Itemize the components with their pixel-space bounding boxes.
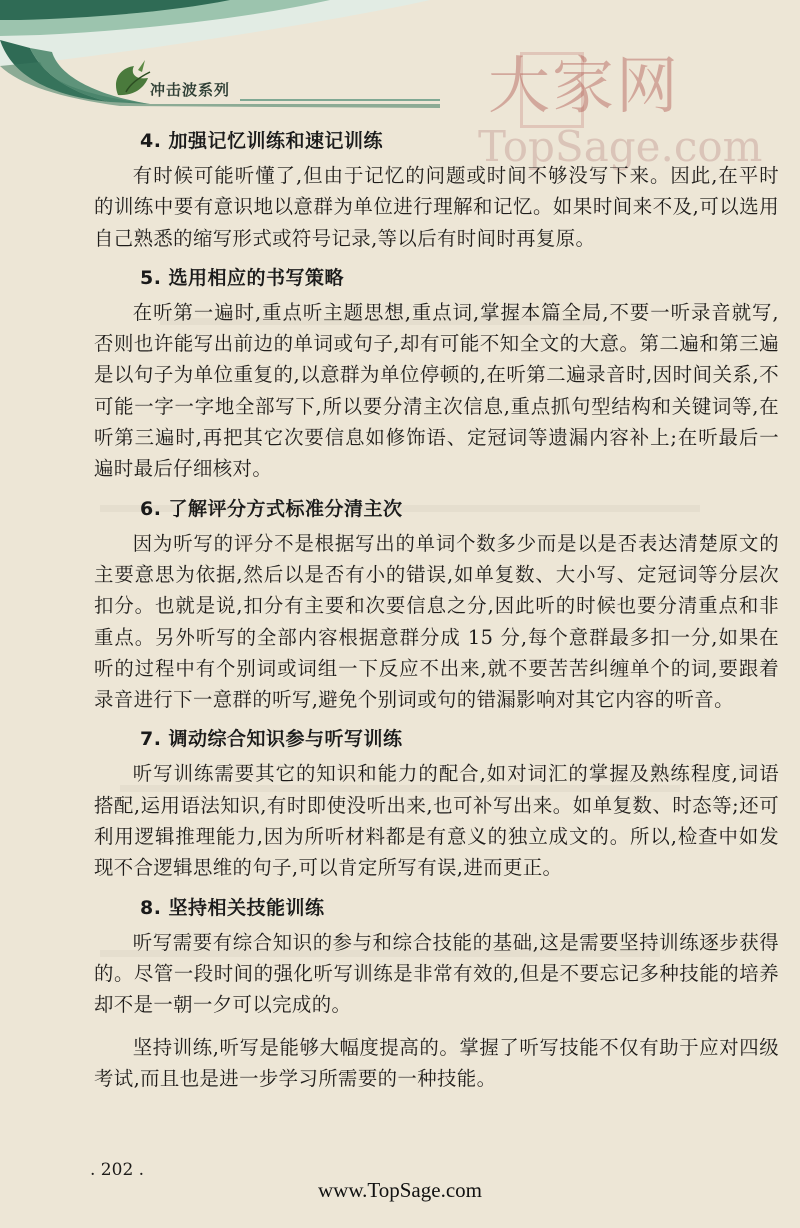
section-heading: 5. 选用相应的书写策略 bbox=[140, 266, 345, 289]
footer-url: www.TopSage.com bbox=[318, 1178, 482, 1202]
watermark-logo: 大家网 bbox=[488, 49, 681, 122]
paragraph: 有时候可能听懂了,但由于记忆的问题或时间不够没写下来。因此,在平时的训练中要有意识地以意群为单位进行理解和记忆。如果时间来不及,可以选用自己熟悉的缩写形式或符号记录,等以后有时间时再复原。 bbox=[94, 164, 779, 250]
leaf-ornament-icon bbox=[116, 60, 150, 95]
section-memory-training bbox=[94, 128, 779, 254]
series-title: 冲击波系列 bbox=[150, 81, 231, 99]
paragraph: 听写训练需要其它的知识和能力的配合,如对词汇的掌握及熟练程度,词语搭配,运用语法知识,有时即使没听出来,也可补写出来。如单复数、时态等;还可利用逻辑推理能力,因为所听材料都是有意义的独立成文的。所以,检查中如发现不合逻辑思维的句子,可以肯定所写有误,进而更正。 bbox=[94, 762, 779, 880]
paragraph: 在听第一遍时,重点听主题思想,重点词,掌握本篇全局,不要一听录音就写,否则也许能写出前边的单词或句子,却有可能不知全文的大意。第二遍和第三遍是以句子为单位重复的,以意群为单位停顿的,在听第二遍录音时,因时间关系,不可能一字一字地全部写下,所以要分清主次信息,重点抓句型结构和关键词等,在听第三遍时,再把其它次要信息如修饰语、定冠词等遗漏内容补上;在听最后一遍时最后仔细核对。 bbox=[94, 300, 779, 481]
section-heading: 8. 坚持相关技能训练 bbox=[140, 896, 325, 919]
section-writing-strategy bbox=[94, 265, 779, 485]
page-number: . 202 . bbox=[90, 1160, 145, 1180]
paragraph: 因为听写的评分不是根据写出的单词个数多少而是以是否表达清楚原文的主要意思为依据,然后以是否有小的错误,如单复数、大小写、定冠词等分层次扣分。也就是说,扣分有主要和次要信息之分,因此听的时候也要分清重点和非重点。另外听写的全部内容根据意群分成 15 分,每个意群最多扣一分,如果在听的过程中有个别词或词组一下反应不出来,就不要苦苦纠缠单个的词,要跟着录音进行下一意群的听写,避免个别词或句的错漏影响对其它内容的听音。 bbox=[94, 531, 779, 712]
paragraph: 听写需要有综合知识的参与和综合技能的基础,这是需要坚持训练逐步获得的。尽管一段时间的强化听写训练是非常有效的,但是不要忘记多种技能的培养却不是一朝一夕可以完成的。 bbox=[94, 930, 779, 1017]
section-scoring bbox=[94, 496, 779, 716]
section-heading: 7. 调动综合知识参与听写训练 bbox=[140, 728, 403, 751]
section-heading: 4. 加强记忆训练和速记训练 bbox=[140, 130, 384, 152]
section-heading: 6. 了解评分方式标准分清主次 bbox=[140, 497, 403, 520]
paragraph: 坚持训练,听写是能够大幅度提高的。掌握了听写技能不仅有助于应对四级考试,而且也是进一步学习所需要的一种技能。 bbox=[94, 1035, 779, 1090]
section-knowledge bbox=[94, 726, 779, 883]
section-skills bbox=[94, 895, 779, 1094]
page-content bbox=[94, 128, 779, 1105]
watermark-url: TopSage.com bbox=[478, 122, 763, 171]
